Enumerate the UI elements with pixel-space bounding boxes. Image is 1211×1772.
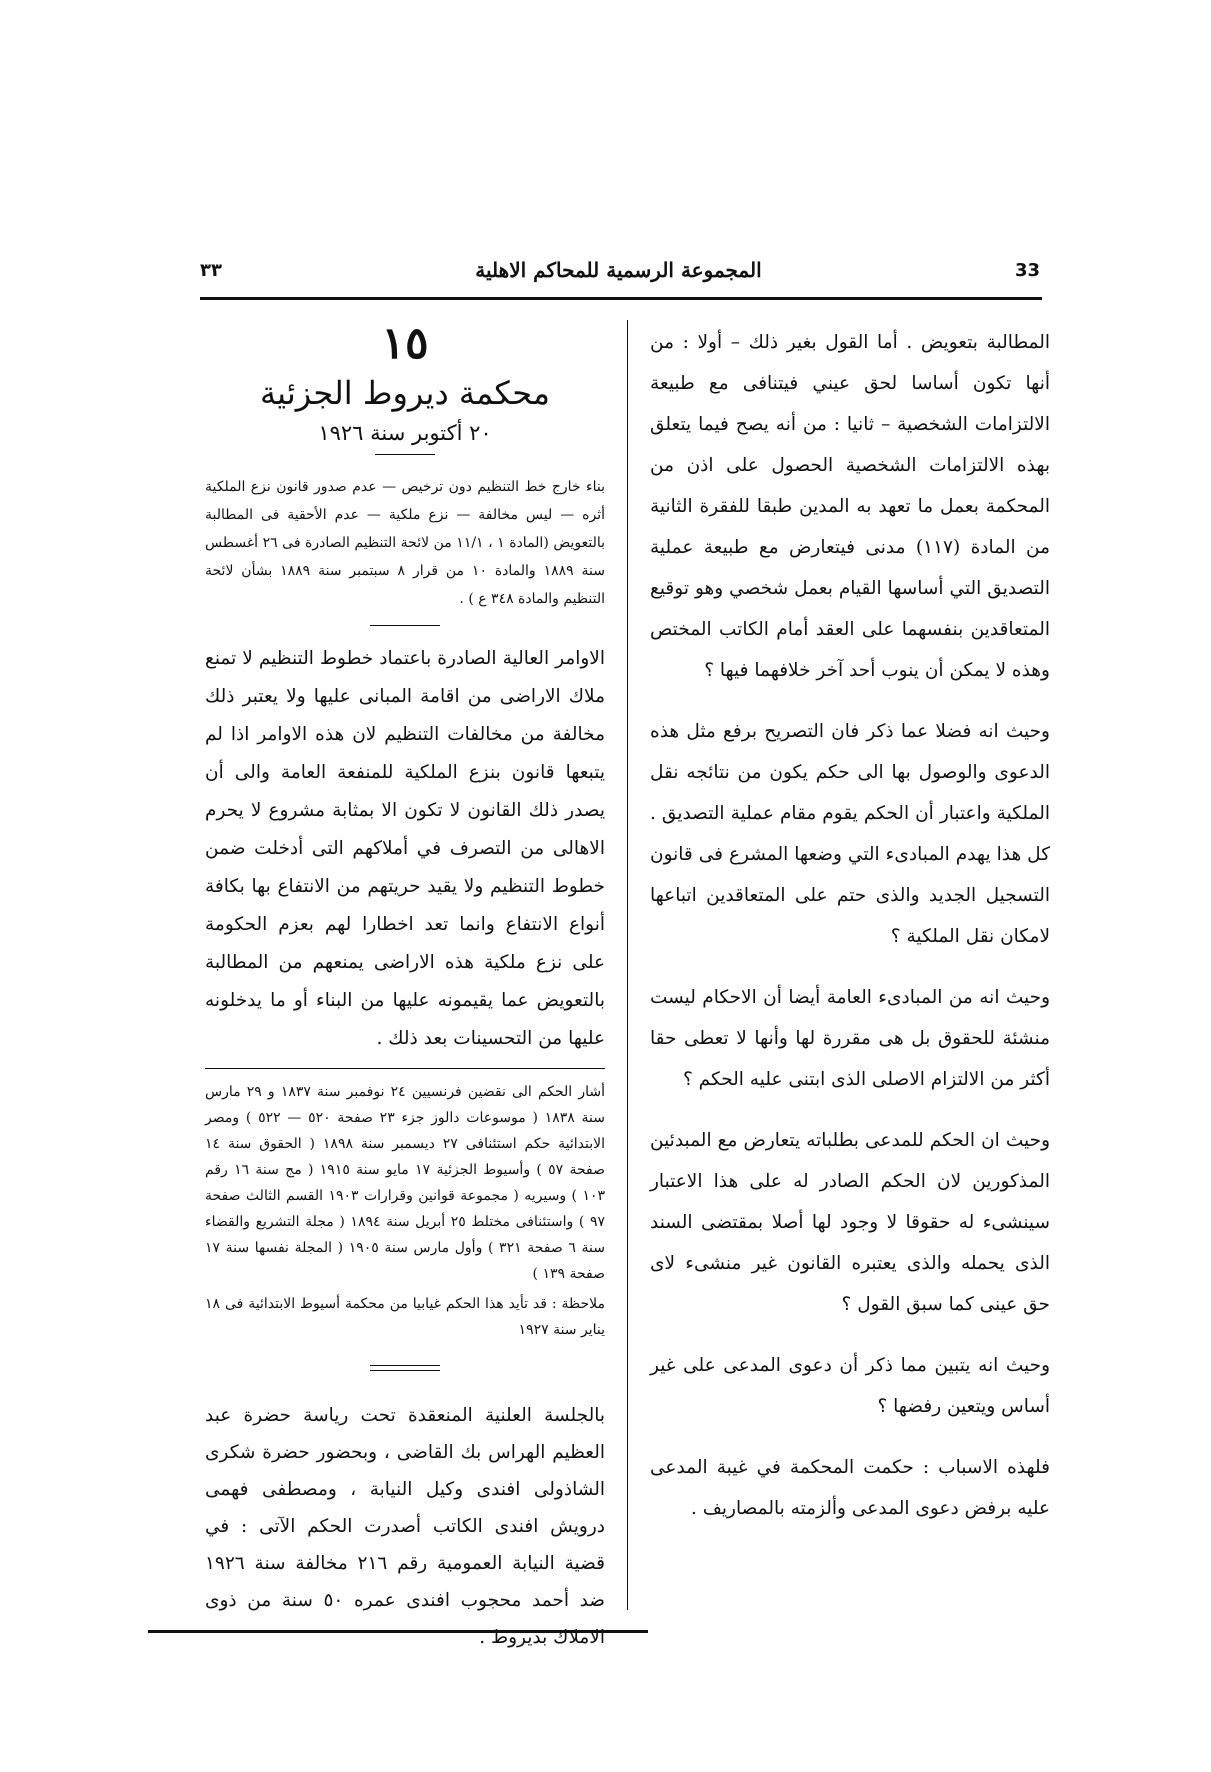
court-name: محكمة ديروط الجزئية xyxy=(260,374,550,412)
judgment-date: ٢٠ أكتوبر سنة ١٩٢٦ xyxy=(318,421,492,445)
body-paragraph: وحيث انه فضلا عما ذكر فان التصريح برفع مثل هذه الدعوى والوصول بها الى حكم يكون من نتائجه نقل الملكية واعتبار أن الحكم يقوم مقام عملية التصديق . كل هذا يهدم المبادىء التي وضعها المشرع فى قانون التسجيل الجديد والذى حتم على المتعاقدين اتباعها لامكان نقل الملكية ؟ xyxy=(650,721,1050,947)
headnote: بناء خارج خط التنظيم دون ترخيص — عدم صدور قانون نزع الملكية أثره — ليس مخالفة — نزع ملكية — عدم الأحقية فى المطالبة بالتعويض (المادة ١ ، ١١/١ من لائحة التنظيم الصادرة فى ٢٦ أغسطس سنة ١٨٨٩ والمادة ١٠ من قرار ٨ سبتمبر سنة ١٨٨٩ بشأن لائحة التنظيم والمادة ٣٤٨ ع ) . xyxy=(205,479,606,607)
section-double-rule xyxy=(370,1365,440,1371)
headnote-rule xyxy=(370,625,440,626)
right-column xyxy=(650,322,1050,1529)
title-rule xyxy=(375,454,435,455)
header-rule xyxy=(200,297,1042,300)
session-paragraph: بالجلسة العلنية المنعقدة تحت رياسة حضرة عبد العظيم الهراس بك القاضى ، وبحضور حضرة شكرى الشاذولى افندى وكيل النيابة ، ومصطفى فهمى درويش افندى الكاتب أصدرت الحكم الآتى : في قضية النيابة العمومية رقم ٢١٦ مخالفة سنة ١٩٢٦ ضد أحمد محجوب افندى عمره ٥٠ سنة من ذوى الاملاك بديروط . xyxy=(205,1405,605,1648)
references-note: أشار الحكم الى نقضين فرنسيين ٢٤ نوفمبر سنة ١٨٣٧ و ٢٩ مارس سنة ١٨٣٨ ( موسوعات دالوز جزء ٢٣ صفحة ٥٢٠ — ٥٢٢ ) ومصر الابتدائية حكم استئنافى ٢٧ ديسمبر سنة ١٨٩٨ ( الحقوق سنة ١٤ صفحة ٥٧ ) وأسيوط الجزئية ١٧ مايو سنة ١٩١٥ ( مج سنة ١٦ رقم ١٠٣ ) وسيريه ( مجموعة قوانين وقرارات ١٩٠٣ القسم الثالث صفحة ٩٧ ) واستئنافى مختلط ٢٥ أبريل سنة ١٨٩٤ ( مجلة التشريع والقضاء سنة ٦ صفحة ٣٢١ ) وأول مارس سنة ١٩٠٥ ( المجلة نفسها سنة ١٧ صفحة ١٣٩ ) xyxy=(205,1084,605,1282)
journal-title: المجموعة الرسمية للمحاكم الاهلية xyxy=(475,258,762,282)
left-column xyxy=(205,318,605,1656)
body-paragraph: المطالبة بتعويض . أما القول بغير ذلك – أولا : من أنها تكون أساسا لحق عيني فيتنافى مع طبيعة الالتزامات الشخصية – ثانيا : من أنه يصح فيما يتعلق بهذه الالتزامات الشخصية الحصول على اذن من المحكمة بعمل ما تعهد به المدين طبقا للفقرة الثانية من المادة (١١٧) مدنى فيتعارض مع طبيعة عملية التصديق التي أساسها القيام بعمل شخصي وهو توقيع المتعاقدين بنفسهما على العقد أمام الكاتب المختص وهذه لا يمكن أن ينوب أحد آخر خلافهما فيها ؟ xyxy=(650,332,1051,681)
page-number-latin: 33 xyxy=(1014,259,1040,281)
notes-rule xyxy=(205,1068,605,1069)
page-number-arabic: ٣٣ xyxy=(200,259,222,281)
bottom-rule xyxy=(148,1630,648,1633)
legal-principle: الاوامر العالية الصادرة باعتماد خطوط التنظيم لا تمنع ملاك الاراضى من اقامة المبانى عليها ولا يعتبر ذلك مخالفة من مخالفات التنظيم لان هذه الاوامر اذا لم يتبعها قانون بنزع الملكية للمنفعة العامة والى أن يصدر ذلك القانون لا تكون الا بمثابة مشروع لا يحرم الاهالى من التصرف في أملاكهم التى أدخلت ضمن خطوط التنظيم ولا يقيد حريتهم من الانتفاع بها بكافة أنواع الانتفاع وانما تعد اخطارا لهم بعزم الحكومة على نزع ملكية هذه الاراضى يمنعهم من المطالبة بالتعويض عما يقيمونه عليها من البناء أو ما يدخلونه عليها من التحسينات بعد ذلك . xyxy=(205,648,605,1049)
body-paragraph: وحيث ان الحكم للمدعى بطلباته يتعارض مع المبدئين المذكورين لان الحكم الصادر له على هذا الاعتبار سينشىء له حقوقا لا وجود لها أصلا بمقتضى السند الذى يحمله والذى يعتبره القانون غير منشىء لاى حق عينى كما سبق القول ؟ xyxy=(650,1130,1050,1315)
remark-note: ملاحظة : قد تأيد هذا الحكم غيابيا من محكمة أسيوط الابتدائية فى ١٨ يناير سنة ١٩٢٧ xyxy=(205,1296,605,1338)
judgment-ruling: فلهذه الاسباب : حكمت المحكمة في غيبة المدعى عليه برفض دعوى المدعى وألزمته بالمصاريف . xyxy=(650,1457,1050,1519)
page-header xyxy=(200,250,1040,290)
body-paragraph: وحيث انه يتبين مما ذكر أن دعوى المدعى على غير أساس ويتعين رفضها ؟ xyxy=(650,1355,1050,1417)
body-paragraph: وحيث انه من المبادىء العامة أيضا أن الاحكام ليست منشئة للحقوق بل هى مقررة لها وأنها لا تعطى حقا أكثر من الالتزام الاصلى الذى ابتنى عليه الحكم ؟ xyxy=(650,987,1050,1090)
column-divider xyxy=(627,320,628,1610)
case-number: ١٥ xyxy=(381,318,429,369)
